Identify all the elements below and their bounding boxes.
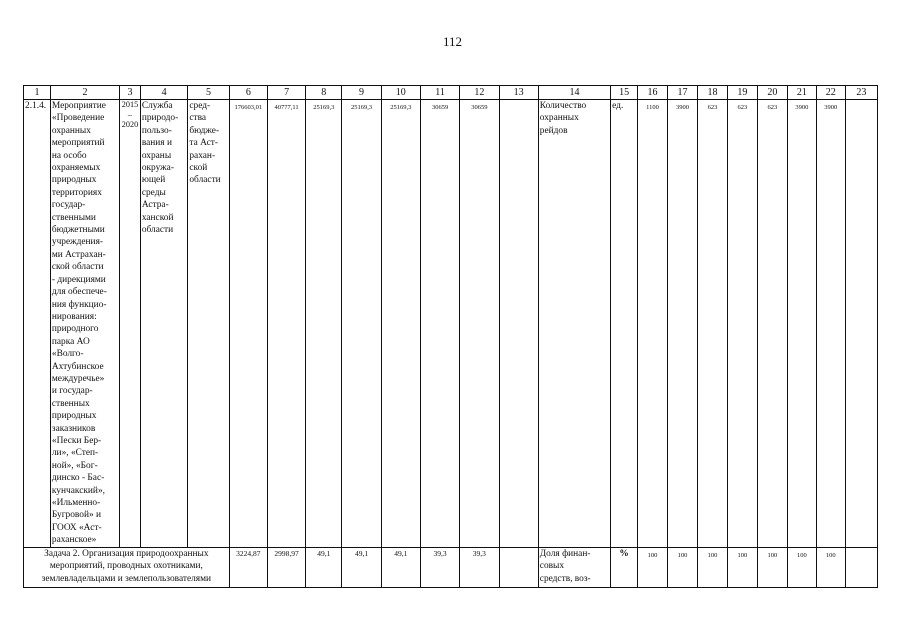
value-cell — [499, 548, 538, 588]
value-cell: 623 — [757, 100, 787, 548]
value-cell: 3224,87 — [229, 548, 267, 588]
implementation-years: 2015 – 2020 — [120, 100, 141, 548]
header-cell: 21 — [787, 86, 816, 100]
value-cell: 25169,3 — [306, 100, 342, 548]
value-cell — [845, 100, 877, 548]
header-cell: 15 — [611, 86, 638, 100]
value-cell: 100 — [727, 548, 757, 588]
header-cell: 20 — [757, 86, 787, 100]
indicator-name: Количество охранных рейдов — [538, 100, 610, 548]
page-number: 112 — [442, 34, 463, 49]
table-row — [24, 548, 878, 588]
value-cell — [845, 548, 877, 588]
event-description: Мероприятие «Проведение охранных мероприятий на особо охраняемых природных территориях государ- ственными бюджетными учреждения- ми Астрахан- ской области - дирекциями для обеспече- ния функцио- нирования: природного парка АО «Волго- Ахтубинское междуречье» и государ- ственных природных заказников «Пески Бер- ли», «Степ- ной», «Бог- динско - Бас- кунчакский», «Ильменно- Бугровой» и ГООХ «Аст- раханское» — [50, 100, 119, 548]
value-cell: 100 — [787, 548, 816, 588]
value-cell: 100 — [667, 548, 697, 588]
task-title: Задача 2. Организация природоохранных мероприятий, проводных охотниками, землевладельцами и землепользователями — [24, 548, 230, 588]
header-cell: 8 — [306, 86, 342, 100]
header-cell: 10 — [381, 86, 420, 100]
value-cell: 49,1 — [342, 548, 381, 588]
header-cell: 18 — [697, 86, 727, 100]
header-cell: 5 — [188, 86, 229, 100]
header-cell: 3 — [120, 86, 141, 100]
header-cell: 14 — [538, 86, 610, 100]
value-cell: 30659 — [420, 100, 459, 548]
value-cell: 100 — [697, 548, 727, 588]
value-cell: 49,1 — [381, 548, 420, 588]
indicator-name: Доля финан- совых средств, воз- — [538, 548, 610, 588]
funding-source: сред- ства бюдже- та Аст- рахан- ской области — [188, 100, 229, 548]
value-cell: 176603,01 — [229, 100, 267, 548]
header-cell: 16 — [638, 86, 668, 100]
value-cell: 1100 — [638, 100, 668, 548]
header-cell: 7 — [267, 86, 305, 100]
value-cell: 3900 — [816, 100, 845, 548]
header-cell: 22 — [816, 86, 845, 100]
value-cell: 3900 — [787, 100, 816, 548]
header-cell: 12 — [460, 86, 499, 100]
header-row — [24, 86, 878, 100]
value-cell: 30659 — [460, 100, 499, 548]
value-cell: 25169,3 — [381, 100, 420, 548]
value-cell: 623 — [727, 100, 757, 548]
value-cell: 100 — [816, 548, 845, 588]
executor: Служба природо- пользо- вания и охраны окружа- ющей среды Астра- ханской области — [140, 100, 188, 548]
header-cell: 11 — [420, 86, 459, 100]
header-cell: 17 — [667, 86, 697, 100]
unit-cell: ед. — [611, 100, 638, 548]
value-cell: 39,3 — [460, 548, 499, 588]
header-cell: 19 — [727, 86, 757, 100]
unit-cell: % — [611, 548, 638, 588]
row-code: 2.1.4. — [24, 100, 51, 548]
program-table — [23, 85, 878, 588]
header-cell: 4 — [140, 86, 188, 100]
header-cell: 2 — [50, 86, 119, 100]
value-cell: 623 — [697, 100, 727, 548]
header-cell: 1 — [24, 86, 51, 100]
table-row — [24, 100, 878, 548]
value-cell: 40777,11 — [267, 100, 305, 548]
value-cell: 100 — [757, 548, 787, 588]
value-cell: 3900 — [667, 100, 697, 548]
value-cell: 25169,3 — [342, 100, 381, 548]
header-cell: 13 — [499, 86, 538, 100]
value-cell: 49,1 — [306, 548, 342, 588]
header-cell: 23 — [845, 86, 877, 100]
value-cell — [499, 100, 538, 548]
value-cell: 100 — [638, 548, 668, 588]
value-cell: 2998,97 — [267, 548, 305, 588]
header-cell: 6 — [229, 86, 267, 100]
value-cell: 39,3 — [420, 548, 459, 588]
header-cell: 9 — [342, 86, 381, 100]
